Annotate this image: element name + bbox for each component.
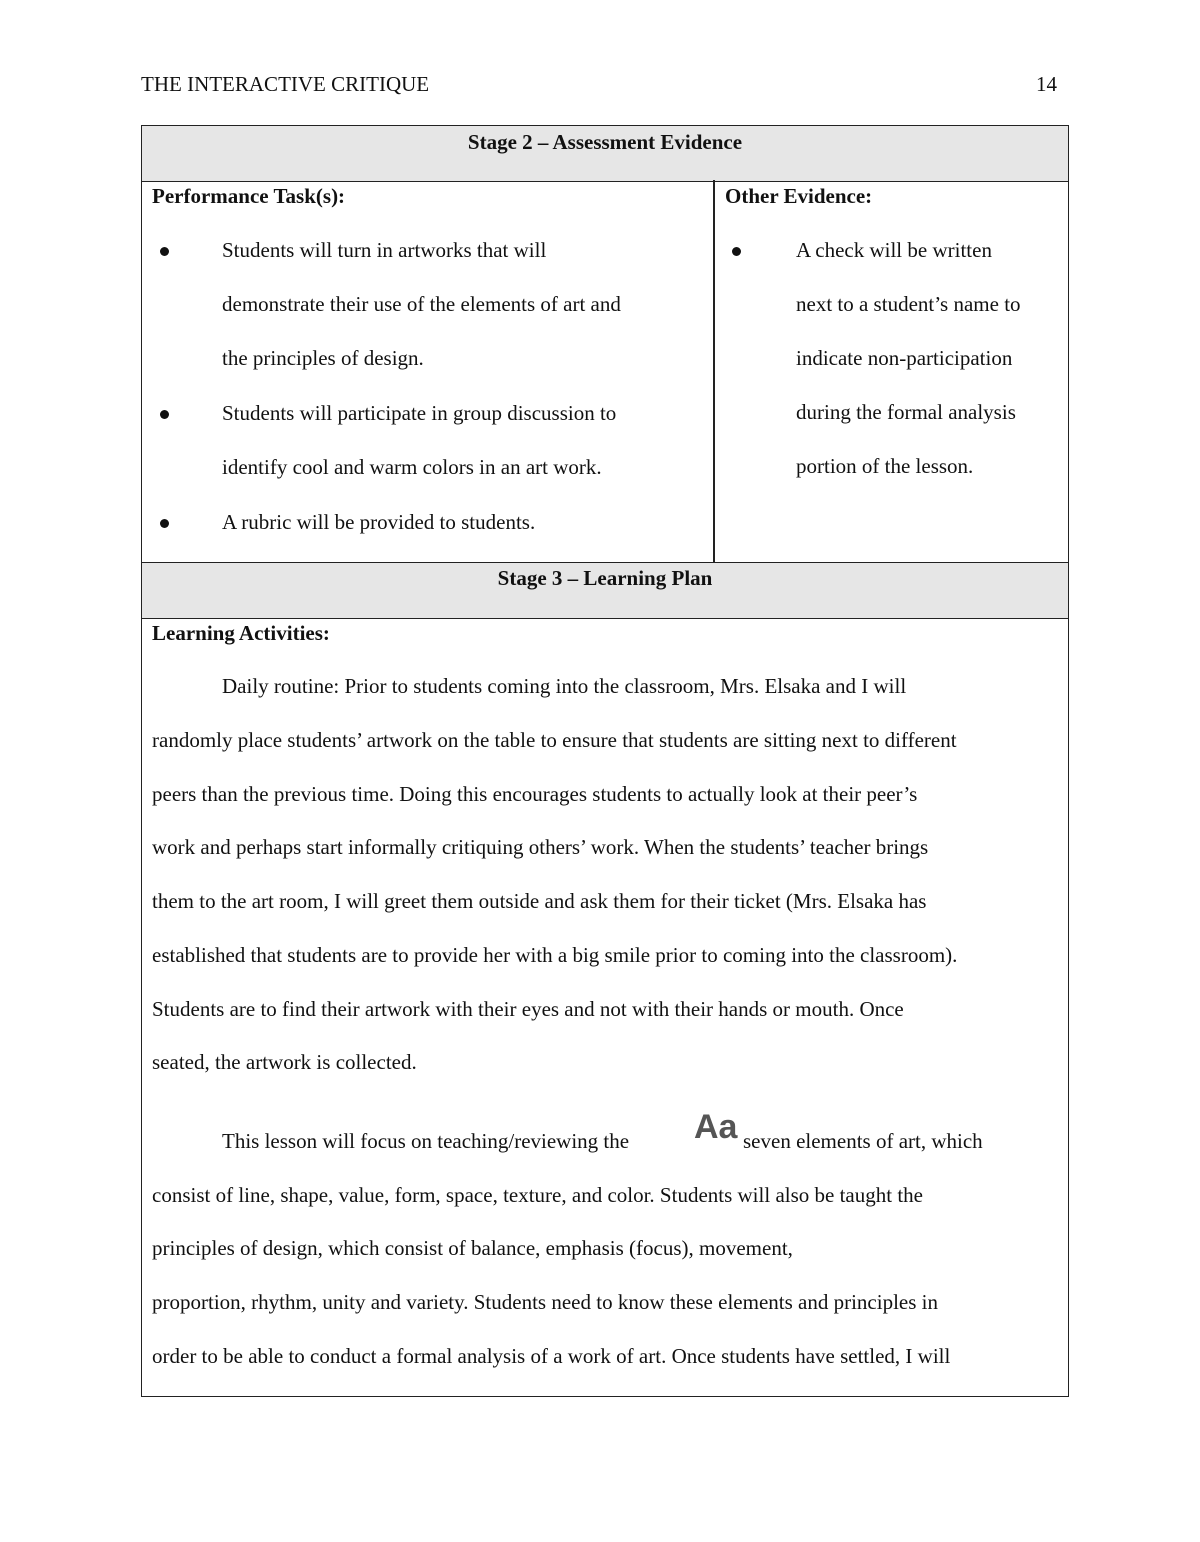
paragraph-line: proportion, rhythm, unity and variety. Students need to know these elements and principles in (152, 1290, 938, 1314)
performance-line: the principles of design. (222, 346, 424, 370)
performance-line: demonstrate their use of the elements of art and (222, 292, 621, 316)
paragraph-line: principles of design, which consist of balance, emphasis (focus), movement, (152, 1236, 793, 1260)
other-evidence-line: during the formal analysis (796, 400, 1016, 424)
other-evidence-line: next to a student’s name to (796, 292, 1021, 316)
performance-line: Students will participate in group discussion to (222, 401, 617, 425)
paragraph-line: established that students are to provide her with a big smile prior to coming into the classroom). (152, 943, 958, 967)
paragraph-line: Daily routine: Prior to students coming into the classroom, Mrs. Elsaka and I will (222, 674, 907, 698)
paragraph-line: peers than the previous time. Doing this encourages students to actually look at their peer’s (152, 782, 918, 806)
paragraph-line: work and perhaps start informally critiquing others’ work. When the students’ teacher brings (152, 835, 929, 859)
paragraph-line: consist of line, shape, value, form, space, texture, and color. Students will also be taught the (152, 1183, 923, 1207)
paragraph-line: seven elements of art, which (743, 1129, 983, 1153)
bullet-icon (160, 247, 169, 256)
paragraph-line: seated, the artwork is collected. (152, 1050, 417, 1074)
paragraph-line: them to the art room, I will greet them outside and ask them for their ticket (Mrs. Elsaka has (152, 889, 927, 913)
running-head: THE INTERACTIVE CRITIQUE (141, 72, 430, 96)
paragraph-line: order to be able to conduct a formal analysis of a work of art. Once students have settled, I will (152, 1344, 951, 1368)
font-aa-icon: Aa (694, 1108, 738, 1146)
performance-line: A rubric will be provided to students. (222, 510, 536, 534)
paragraph-line: This lesson will focus on teaching/reviewing the (222, 1129, 630, 1153)
performance-heading: Performance Task(s): (152, 184, 346, 208)
column-divider (713, 180, 715, 564)
other-evidence-line: indicate non-participation (796, 346, 1013, 370)
performance-line: identify cool and warm colors in an art work. (222, 455, 602, 479)
paragraph-line: Students are to find their artwork with their eyes and not with their hands or mouth. Once (152, 997, 904, 1021)
other-evidence-line: A check will be written (796, 238, 992, 262)
stage2-title: Stage 2 – Assessment Evidence (467, 130, 743, 154)
stage3-title: Stage 3 – Learning Plan (497, 566, 713, 590)
bullet-icon (732, 247, 741, 256)
bullet-icon (160, 410, 169, 419)
other-evidence-heading: Other Evidence: (725, 184, 873, 208)
page-number: 14 (1036, 72, 1057, 96)
other-evidence-line: portion of the lesson. (796, 454, 974, 478)
paragraph-line: randomly place students’ artwork on the table to ensure that students are sitting next to different (152, 728, 957, 752)
bullet-icon (160, 519, 169, 528)
performance-line: Students will turn in artworks that will (222, 238, 547, 262)
learning-activities-heading: Learning Activities: (152, 621, 330, 645)
